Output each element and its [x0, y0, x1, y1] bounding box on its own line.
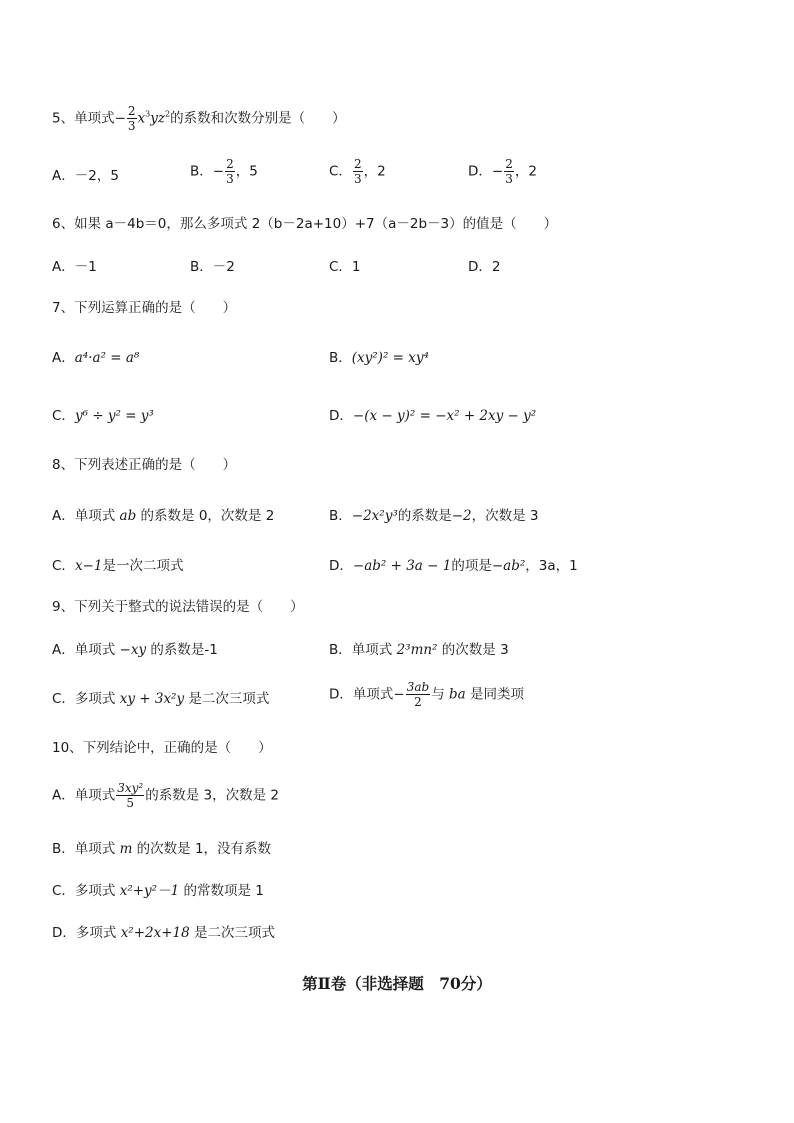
question-8-option-a[interactable]: A．单项式 ab 的系数是 0，次数是 2 [52, 508, 275, 524]
question-8-option-d[interactable]: D．−ab² + 3a − 1的项是−ab²，3a，1 [329, 558, 578, 574]
question-5-option-b[interactable]: B．− $\frac{2}{3}$ ，5 [190, 157, 258, 186]
question-8-option-b[interactable]: B．−2x²y³的系数是−2，次数是 3 [329, 508, 539, 524]
question-7-option-b[interactable]: B．(xy²)² = xy⁴ [329, 350, 429, 366]
question-6-option-c[interactable]: C．1 [329, 259, 361, 275]
question-6-option-b[interactable]: B．－2 [190, 259, 235, 275]
question-10-option-d[interactable]: D．多项式 x²+2x+18 是二次三项式 [52, 925, 276, 941]
question-10-stem: 10、下列结论中，正确的是（ ） [52, 740, 272, 756]
question-7-option-a[interactable]: A．a⁴·a² = a⁸ [52, 350, 140, 366]
question-10-option-b[interactable]: B．单项式 m 的次数是 1，没有系数 [52, 841, 272, 857]
fraction: $\frac{2}{3}$ [353, 157, 362, 186]
fraction: $\frac{2}{3}$ [127, 104, 136, 133]
question-6-stem: 6、如果 a－4b＝0，那么多项式 2（b－2a+10）+7（a－2b－3）的值是（ ） [52, 216, 558, 232]
question-5-option-d[interactable]: D．− $\frac{2}{3}$ ，2 [468, 157, 537, 186]
fraction: $\frac{\text{3xy²}}{5}$ [117, 781, 144, 810]
question-9-option-c[interactable]: C．多项式 xy + 3x²y 是二次三项式 [52, 691, 270, 707]
question-8-option-c[interactable]: C．x−1是一次二项式 [52, 558, 184, 574]
question-5-stem: 5、单项式− $\frac{2}{3}$ $x^3yz^2$的系数和次数分别是（ ） [52, 104, 346, 133]
question-8-stem: 8、下列表述正确的是（ ） [52, 457, 237, 473]
question-5-option-c[interactable]: C． $\frac{2}{3}$ ，2 [329, 157, 386, 186]
fraction: $\frac{2}{3}$ [505, 157, 513, 186]
question-9-option-a[interactable]: A．单项式 −xy 的系数是-1 [52, 642, 218, 658]
question-10-option-a[interactable]: A．单项式 $\frac{\text{3xy²}}{5}$ 的系数是 3，次数是 2 [52, 781, 280, 810]
question-7-stem: 7、下列运算正确的是（ ） [52, 300, 237, 316]
fraction: $\frac{3ab}{2}$ [406, 680, 430, 709]
question-10-option-c[interactable]: C．多项式 x²+y²－1 的常数项是 1 [52, 883, 264, 899]
question-6-option-a[interactable]: A．－1 [52, 259, 97, 275]
question-5-option-a[interactable]: A．－2，5 [52, 168, 119, 184]
fraction: $\frac{2}{3}$ [226, 157, 234, 186]
question-6-option-d[interactable]: D．2 [468, 259, 501, 275]
question-9-option-d[interactable]: D．单项式− $\frac{3ab}{2}$ 与 ba 是同类项 [329, 680, 524, 709]
section-title: 第Ⅱ卷（非选择题 70分） [302, 974, 492, 993]
question-7-option-c[interactable]: C．y⁶ ÷ y² = y³ [52, 408, 154, 424]
question-9-option-b[interactable]: B．单项式 2³mn² 的次数是 3 [329, 642, 509, 658]
question-7-option-d[interactable]: D．−(x − y)² = −x² + 2xy − y² [329, 408, 537, 424]
question-9-stem: 9、下列关于整式的说法错误的是（ ） [52, 599, 304, 615]
